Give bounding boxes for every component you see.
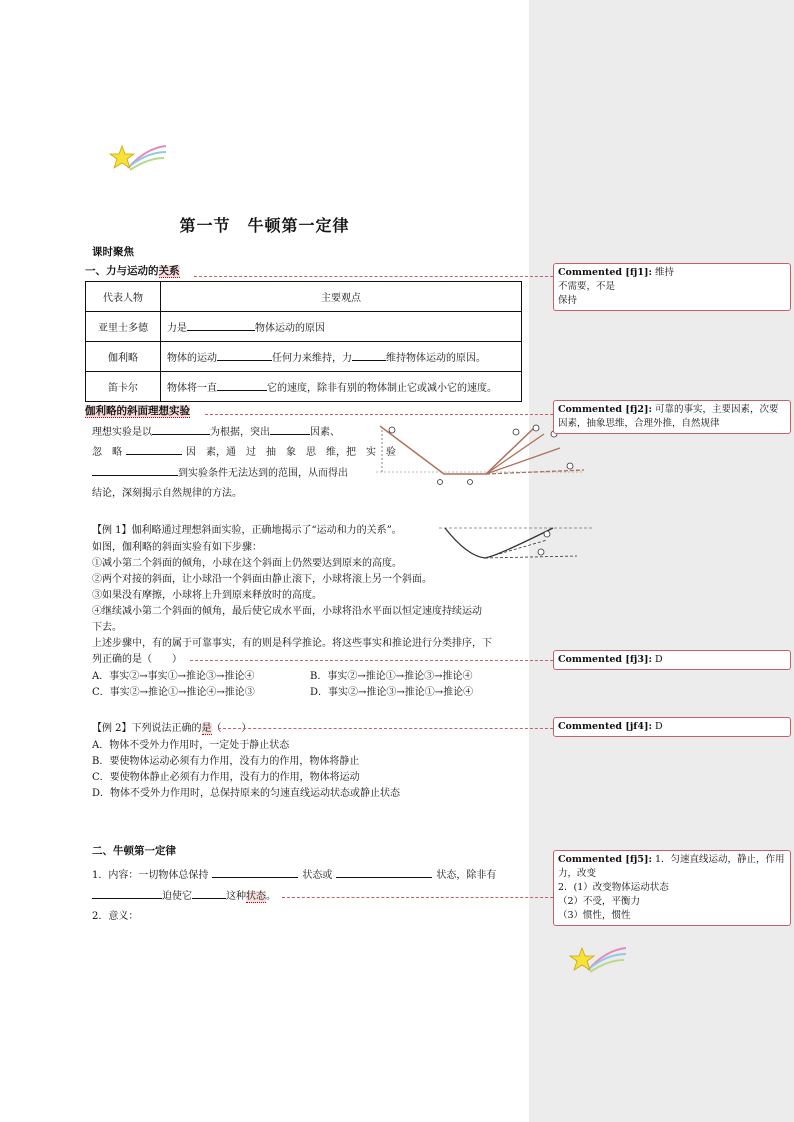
section2-line-3: 2．意义： <box>92 911 139 922</box>
views-table <box>85 281 522 402</box>
table-row <box>86 372 522 402</box>
table-cell-view: 物体的运动 任何力来维持，力 维持物体运动的原因。 <box>161 342 522 372</box>
table-row <box>86 312 522 342</box>
comment-box-4[interactable]: Commented [jf4]: D <box>553 717 791 737</box>
example1-step-4b: 下去。 <box>92 622 122 633</box>
comment-connector-2 <box>205 414 553 415</box>
table-cell-view: 力是 物体运动的原因 <box>161 312 522 342</box>
shooting-star-icon <box>108 142 168 176</box>
comment-box-5[interactable]: Commented [fj5]: 1．匀速直线运动，静止，作用力，改变 2．(1）改变物体运动状态 （2）不受，平衡力 （3）惯性，惯性 <box>553 850 791 926</box>
example2-option-d: D．物体不受外力作用时，总保持原来的匀速直线运动状态或静止状态 <box>92 788 401 799</box>
example1-step-4: ④继续减小第二个斜面的倾角，最后使它成水平面，小球将沿水平面以恒定速度持续运动 <box>92 606 482 617</box>
galileo-heading: 伽利略的斜面理想实验 <box>85 405 190 417</box>
example1-question-2: 列正确的是（ ） <box>92 654 182 665</box>
table-cell-person: 亚里士多德 <box>86 312 161 342</box>
example2-option-c: C．要使物体静止必须有力作用，没有力的作用，物体将运动 <box>92 772 360 783</box>
comment-box-3[interactable]: Commented [fj3]: D <box>553 650 791 670</box>
table-header: 主要观点 <box>161 282 522 312</box>
galileo-line-2: 忽 略 因 素，通 过 抽 象 思 维，把 实 验 <box>92 443 396 458</box>
example1-intro: 【例 1】伽利略通过理想斜面实验，正确地揭示了“运动和力的关系”。 <box>92 525 402 536</box>
table-header-row <box>86 282 522 312</box>
example1-option-d: D．事实②→推论③→推论①→推论④ <box>310 687 474 698</box>
section2-heading: 二、牛顿第一定律 <box>92 845 176 857</box>
comment-box-2[interactable]: Commented [fj2]: 可靠的事实，主要因素，次要因素，抽象思维，合理外推，自然规律 <box>553 400 791 434</box>
comment-box-1[interactable]: Commented [fj1]: 维持 不需要，不是 保持 <box>553 263 791 311</box>
example2-option-a: A．物体不受外力作用时，一定处于静止状态 <box>92 740 290 751</box>
section2-line-1: 1．内容：一切物体总保持 状态或 状态，除非有 <box>92 866 496 881</box>
example1-line-2: 如图，伽利略的斜面实验有如下步骤： <box>92 542 262 553</box>
example1-step-1: ①减小第二个斜面的倾角，小球在这个斜面上仍然要达到原来的高度。 <box>92 558 402 569</box>
comment-connector-4 <box>218 728 553 729</box>
section2-line-2: 迫使它 这种状态。 <box>92 887 276 902</box>
example2-option-b: B．要使物体运动必须有力作用，没有力的作用，物体将静止 <box>92 756 360 767</box>
incline-diagram-2 <box>437 520 597 570</box>
shooting-star-icon-2 <box>568 944 628 978</box>
example1-option-b: B．事实②→推论①→推论③→推论④ <box>310 671 473 682</box>
example1-option-c: C．事实②→推论①→推论④→推论③ <box>92 687 255 698</box>
comment-connector-5 <box>282 897 553 898</box>
example1-step-2: ②两个对接的斜面，让小球沿一个斜面由静止滚下，小球将滚上另一个斜面。 <box>92 574 432 585</box>
table-cell-view: 物体将一直 它的速度，除非有别的物体制止它或减小它的速度。 <box>161 372 522 402</box>
example1-option-a: A．事实②→事实①→推论③→推论④ <box>92 671 255 682</box>
page-title: 第一节 牛顿第一定律 <box>179 216 350 235</box>
table-cell-person: 伽利略 <box>86 342 161 372</box>
comment-connector-1 <box>194 276 553 277</box>
table-header: 代表人物 <box>86 282 161 312</box>
galileo-line-1: 理想实验是以 为根据，突出 因素、 <box>92 423 340 438</box>
section-label: 课时聚焦 <box>92 246 134 258</box>
example1-question-1: 上述步骤中，有的属于可靠事实，有的则是科学推论。将这些事实和推论进行分类排序，下 <box>92 638 492 649</box>
galileo-line-3: 到实验条件无法达到的范围，从而得出 <box>92 464 348 479</box>
table-row <box>86 342 522 372</box>
galileo-line-4: 结论，深刻揭示自然规律的方法。 <box>92 488 242 499</box>
example1-step-3: ③如果没有摩擦，小球将上升到原来释放时的高度。 <box>92 590 322 601</box>
example2-question: 【例 2】下列说法正确的是（ ） <box>92 723 252 734</box>
comment-connector-3 <box>190 660 553 661</box>
table-cell-person: 笛卡尔 <box>86 372 161 402</box>
section1-heading: 一、力与运动的关系 <box>85 265 180 277</box>
